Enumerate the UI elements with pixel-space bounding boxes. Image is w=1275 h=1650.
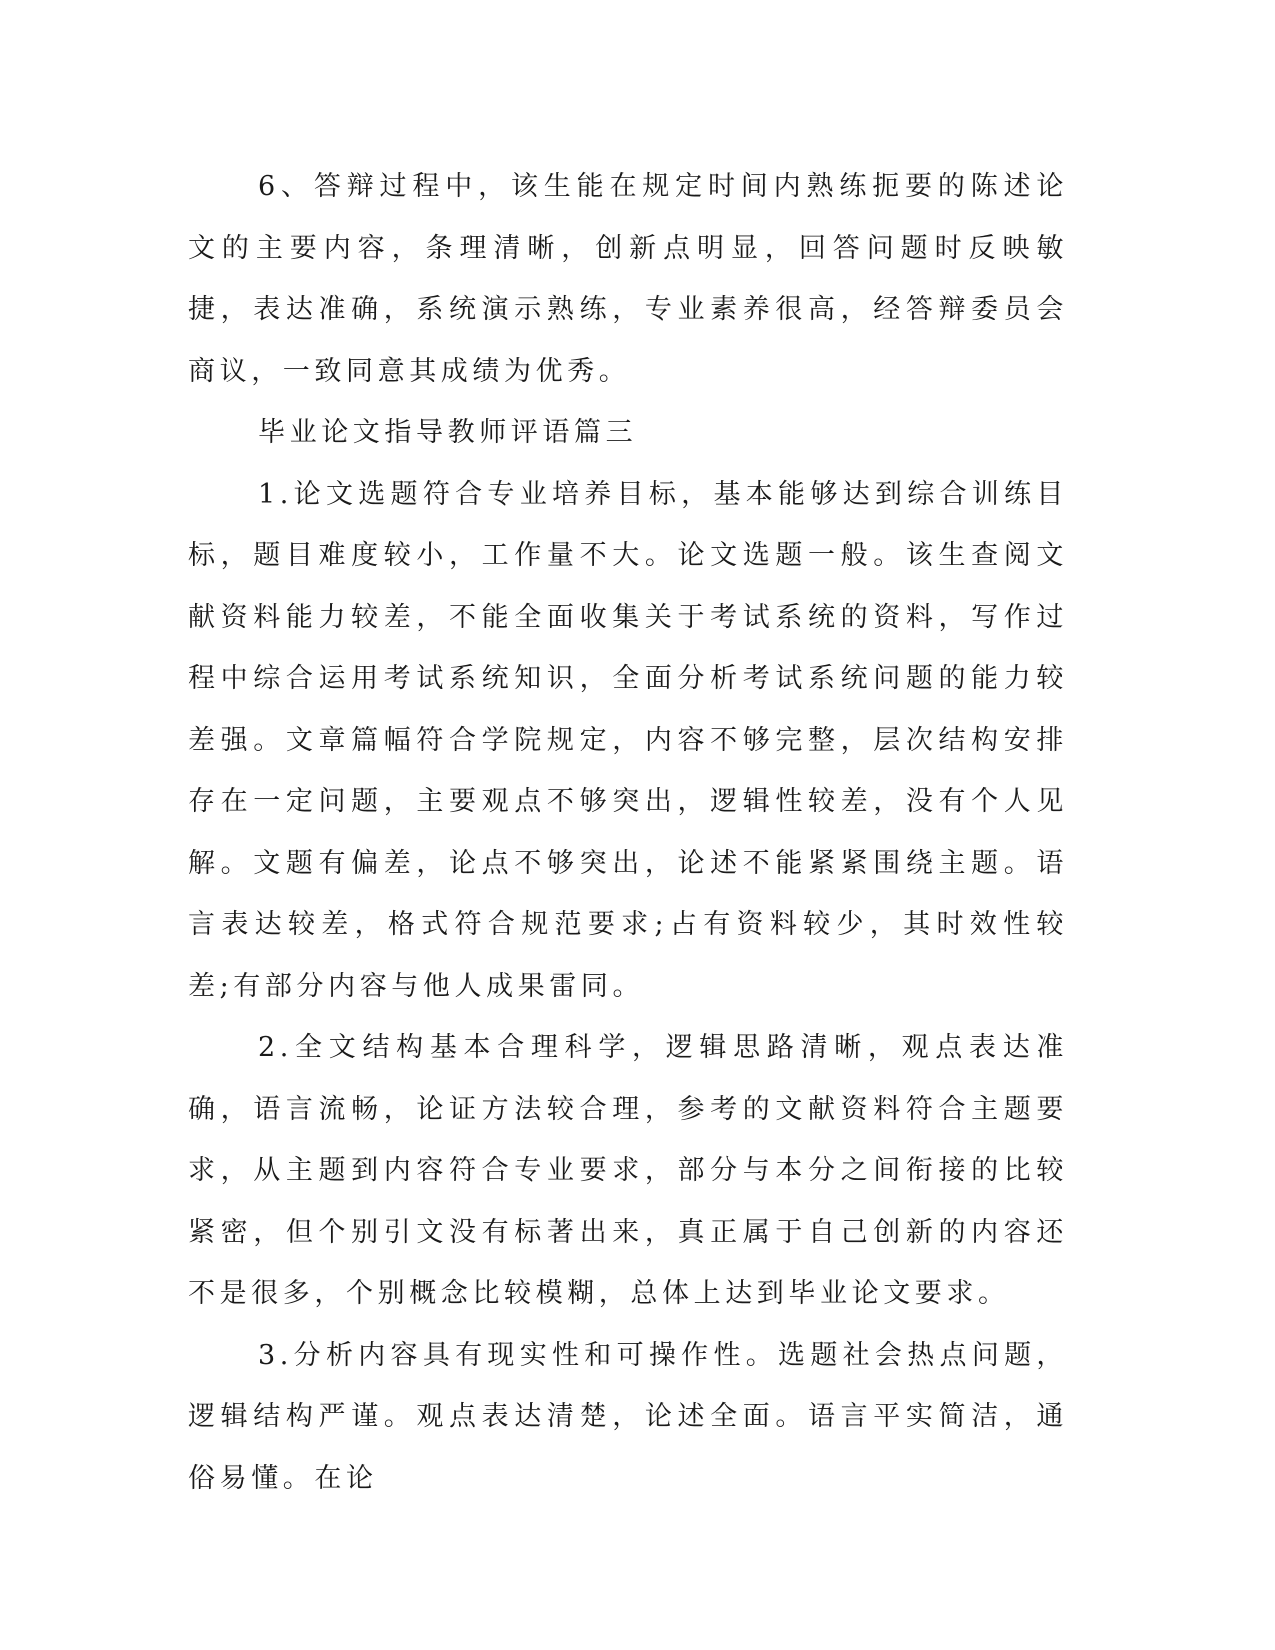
document-body (188, 156, 1068, 1509)
paragraph-defense-summary: 6、答辩过程中，该生能在规定时间内熟练扼要的陈述论文的主要内容，条理清晰，创新点明显，回答问题时反映敏捷，表达准确，系统演示熟练，专业素养很高，经答辩委员会商议，一致同意其成绩为优秀。 (188, 171, 1068, 387)
section-heading: 毕业论文指导教师评语篇三 (258, 417, 638, 448)
paragraph-comment-2: 2.全文结构基本合理科学，逻辑思路清晰，观点表达准确，语言流畅，论证方法较合理，参考的文献资料符合主题要求，从主题到内容符合专业要求，部分与本分之间衔接的比较紧密，但个别引文没有标著出来，真正属于自己创新的内容还不是很多，个别概念比较模糊，总体上达到毕业论文要求。 (188, 1032, 1068, 1309)
paragraph-comment-3: 3.分析内容具有现实性和可操作性。选题社会热点问题，逻辑结构严谨。观点表达清楚，论述全面。语言平实简洁，通俗易懂。在论 (188, 1339, 1068, 1494)
paragraph-comment-1: 1.论文选题符合专业培养目标，基本能够达到综合训练目标，题目难度较小，工作量不大。论文选题一般。该生查阅文献资料能力较差，不能全面收集关于考试系统的资料，写作过程中综合运用考试系统知识，全面分析考试系统问题的能力较差强。文章篇幅符合学院规定，内容不够完整，层次结构安排存在一定问题，主要观点不够突出，逻辑性较差，没有个人见解。文题有偏差，论点不够突出，论述不能紧紧围绕主题。语言表达较差，格式符合规范要求;占有资料较少，其时效性较差;有部分内容与他人成果雷同。 (188, 478, 1068, 1002)
